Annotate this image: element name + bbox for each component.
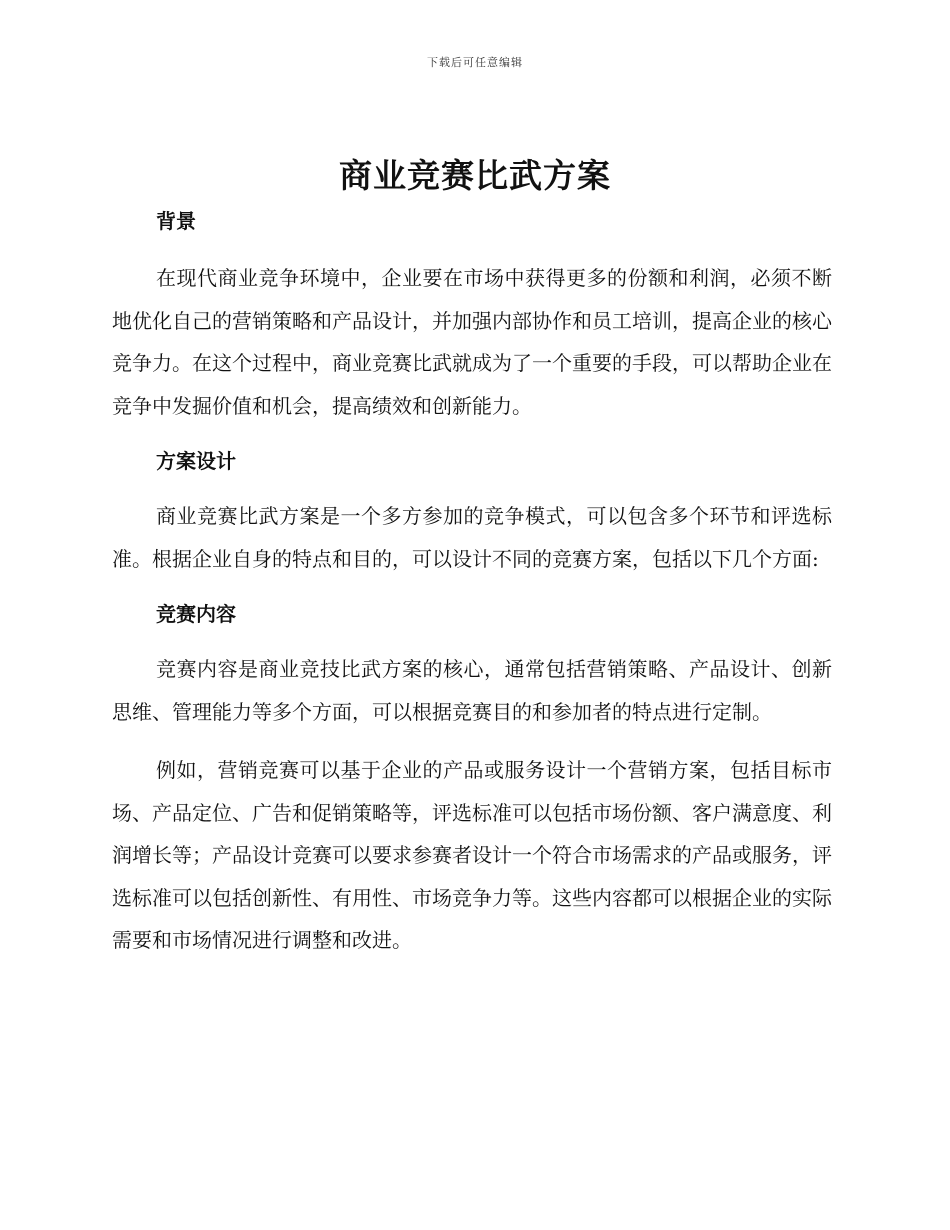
section-heading-design: 方案设计 bbox=[156, 449, 236, 473]
section-heading-background: 背景 bbox=[156, 209, 196, 233]
document-body bbox=[112, 203, 832, 962]
paragraph-contest-example: 例如，营销竞赛可以基于企业的产品或服务设计一个营销方案，包括目标市场、产品定位、广告和促销策略等，评选标准可以包括市场份额、客户满意度、利润增长等；产品设计竞赛可以要求参赛者设计一个符合市场需求的产品或服务，评选标准可以包括创新性、有用性、市场竞争力等。这些内容都可以根据企业的实际需要和市场情况进行调整和改进。 bbox=[112, 758, 832, 952]
paragraph-design: 商业竞赛比武方案是一个多方参加的竞争模式，可以包含多个环节和评选标准。根据企业自身的特点和目的，可以设计不同的竞赛方案，包括以下几个方面: bbox=[112, 504, 832, 571]
paragraph-contest-content: 竞赛内容是商业竞技比武方案的核心，通常包括营销策略、产品设计、创新思维、管理能力等多个方面，可以根据竞赛目的和参加者的特点进行定制。 bbox=[112, 657, 832, 724]
document-title: 商业竞赛比武方案 bbox=[339, 156, 611, 195]
page-header: 下载后可任意编辑 bbox=[427, 56, 523, 69]
section-heading-contest-content: 竞赛内容 bbox=[156, 602, 236, 626]
paragraph-background: 在现代商业竞争环境中，企业要在市场中获得更多的份额和利润，必须不断地优化自己的营销策略和产品设计，并加强内部协作和员工培训，提高企业的核心竞争力。在这个过程中，商业竞赛比武就成为了一个重要的手段，可以帮助企业在竞争中发掘价值和机会，提高绩效和创新能力。 bbox=[112, 266, 832, 418]
